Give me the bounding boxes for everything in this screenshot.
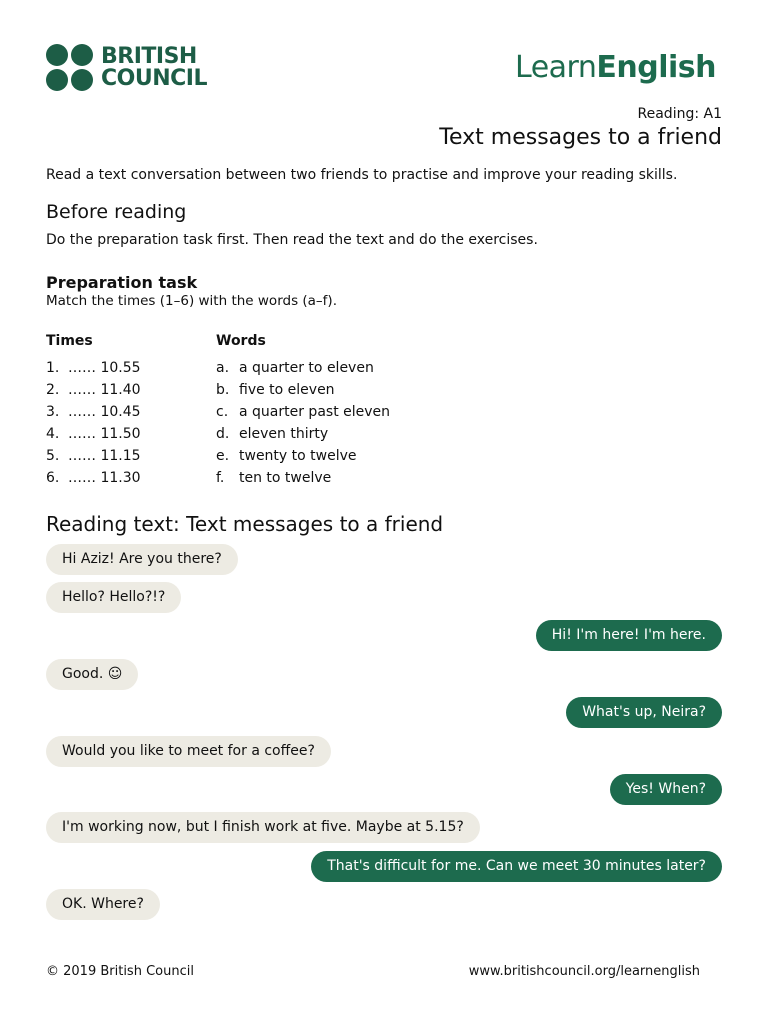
preparation-instruction: Match the times (1–6) with the words (a–f). xyxy=(46,293,337,309)
footer-copyright: © 2019 British Council xyxy=(46,964,194,979)
page-title: Text messages to a friend xyxy=(439,125,722,150)
item-number: 6. xyxy=(46,470,60,486)
logo-dots-icon xyxy=(46,44,93,91)
message-bubble-received: Hello? Hello?!? xyxy=(46,582,181,613)
item-word: ten to twelve xyxy=(239,470,332,486)
before-reading-text: Do the preparation task first. Then read the text and do the exercises. xyxy=(46,232,538,248)
message-bubble-received: OK. Where? xyxy=(46,889,160,920)
list-item xyxy=(216,423,390,445)
words-column xyxy=(216,333,390,489)
brand-bold: English xyxy=(596,50,716,85)
list-item xyxy=(46,357,141,379)
item-letter: c. xyxy=(216,404,229,420)
message-bubble-sent: That's difficult for me. Can we meet 30 minutes later? xyxy=(311,851,722,882)
item-word: a quarter past eleven xyxy=(239,404,391,420)
item-letter: d. xyxy=(216,426,230,442)
level-label: Reading: A1 xyxy=(637,106,722,122)
list-item xyxy=(216,379,390,401)
item-word: five to eleven xyxy=(239,382,335,398)
item-letter: e. xyxy=(216,448,230,464)
item-time: …… 10.55 xyxy=(68,360,141,376)
logo-line-2: COUNCIL xyxy=(101,65,207,91)
british-council-logo xyxy=(46,44,207,91)
words-header: Words xyxy=(216,333,266,349)
item-time: …… 10.45 xyxy=(68,404,141,420)
list-item xyxy=(216,445,390,467)
item-time: …… 11.30 xyxy=(68,470,141,486)
message-bubble-received: Good. ☺ xyxy=(46,659,138,690)
item-time: …… 11.50 xyxy=(68,426,141,442)
message-bubble-received: Would you like to meet for a coffee? xyxy=(46,736,331,767)
item-word: eleven thirty xyxy=(239,426,329,442)
message-bubble-received: Hi Aziz! Are you there? xyxy=(46,544,238,575)
item-number: 1. xyxy=(46,360,60,376)
learnenglish-brand xyxy=(515,50,716,85)
message-bubble-sent: Yes! When? xyxy=(610,774,722,805)
reading-heading: Reading text: Text messages to a friend xyxy=(46,512,444,536)
item-number: 5. xyxy=(46,448,60,464)
item-time: …… 11.15 xyxy=(68,448,141,464)
message-bubble-sent: Hi! I'm here! I'm here. xyxy=(536,620,722,651)
list-item xyxy=(46,401,141,423)
item-time: …… 11.40 xyxy=(68,382,141,398)
before-reading-heading: Before reading xyxy=(46,201,187,223)
item-word: twenty to twelve xyxy=(239,448,357,464)
logo-line-1: BRITISH xyxy=(101,43,197,69)
item-letter: f. xyxy=(216,470,225,486)
list-item xyxy=(216,401,390,423)
item-letter: a. xyxy=(216,360,230,376)
item-number: 4. xyxy=(46,426,60,442)
message-bubble-received: I'm working now, but I finish work at five. Maybe at 5.15? xyxy=(46,812,480,843)
times-column xyxy=(46,333,141,489)
list-item xyxy=(46,423,141,445)
brand-light: Learn xyxy=(515,50,597,85)
footer-url[interactable]: www.britishcouncil.org/learnenglish xyxy=(468,964,700,979)
list-item xyxy=(46,445,141,467)
item-number: 3. xyxy=(46,404,60,420)
list-item xyxy=(216,467,390,489)
item-number: 2. xyxy=(46,382,60,398)
intro-text: Read a text conversation between two friends to practise and improve your reading skills. xyxy=(46,167,678,183)
item-word: a quarter to eleven xyxy=(239,360,374,376)
preparation-heading: Preparation task xyxy=(46,273,198,292)
list-item xyxy=(216,357,390,379)
list-item xyxy=(46,467,141,489)
message-bubble-sent: What's up, Neira? xyxy=(566,697,722,728)
times-header: Times xyxy=(46,333,93,349)
item-letter: b. xyxy=(216,382,230,398)
list-item xyxy=(46,379,141,401)
